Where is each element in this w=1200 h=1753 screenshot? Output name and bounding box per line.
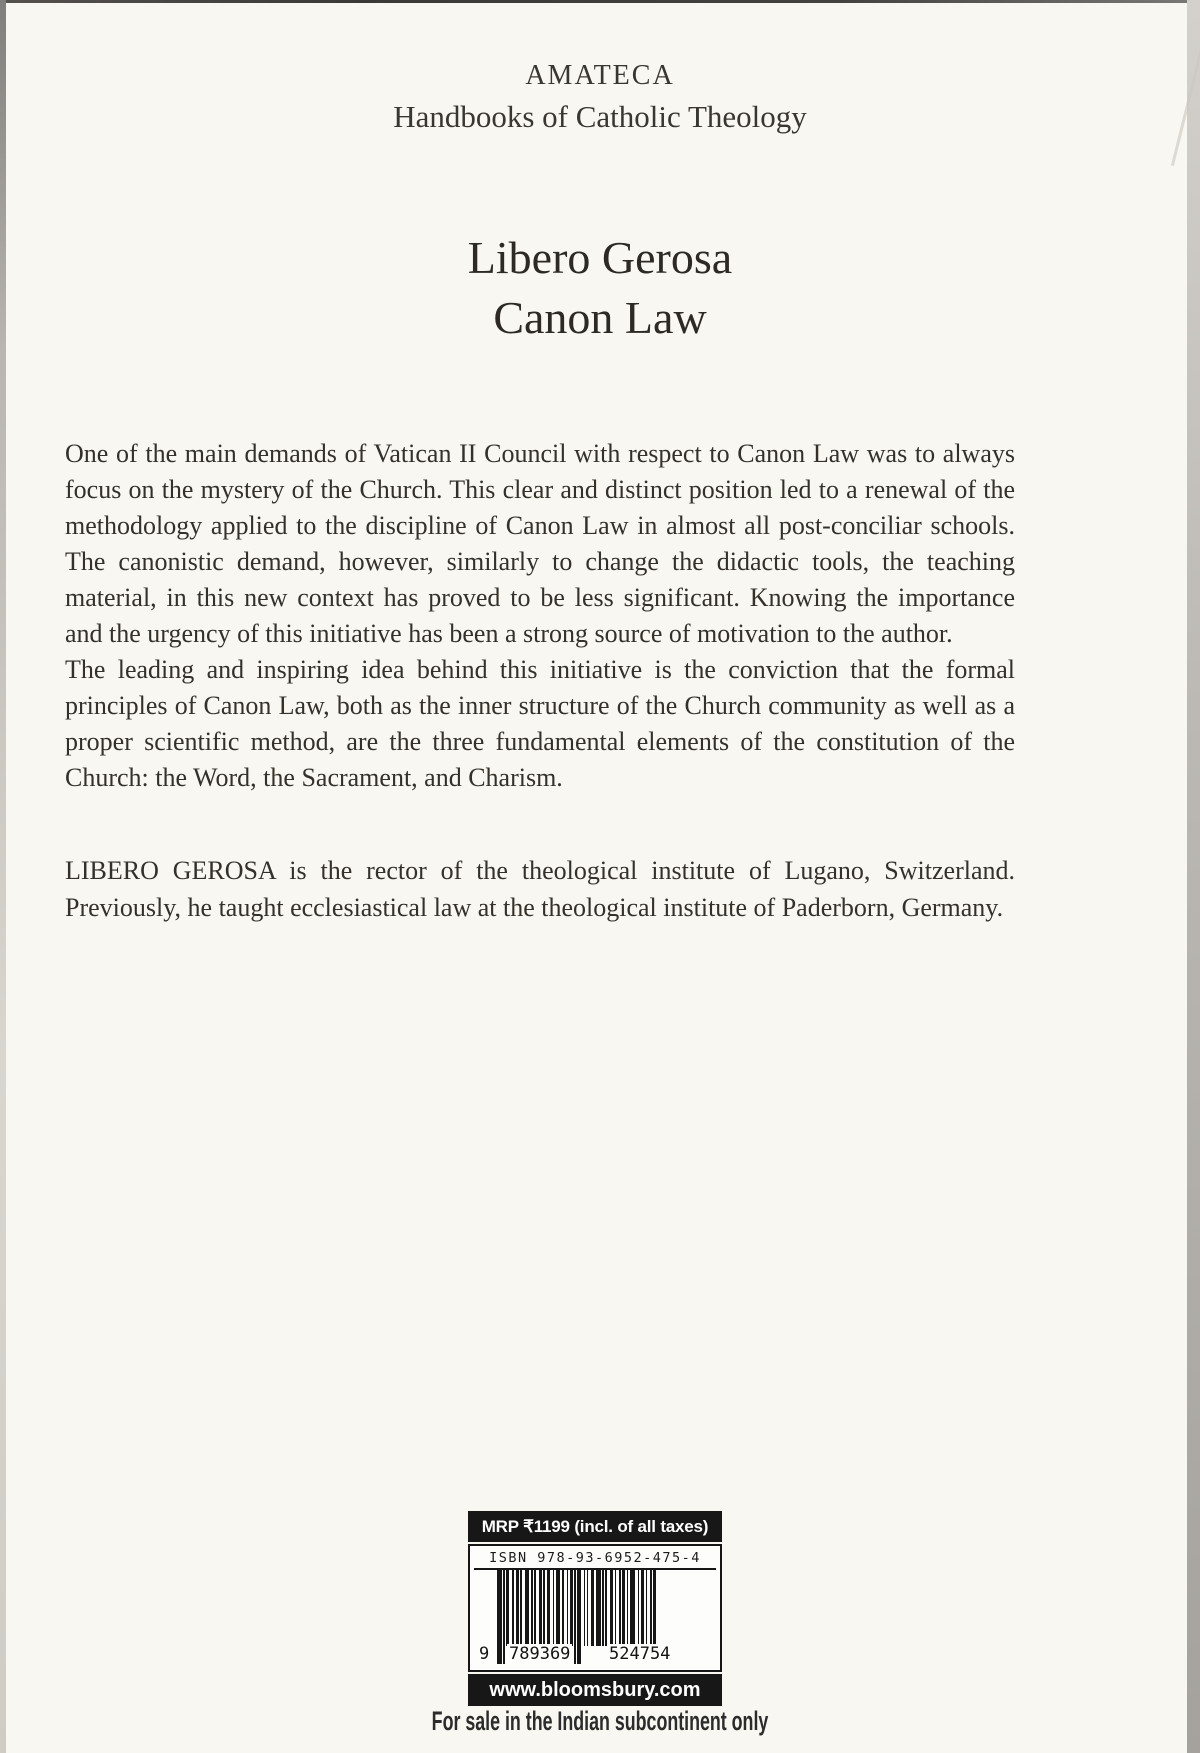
barcode-box	[468, 1544, 722, 1672]
barcode-digit-group-2: 524754	[609, 1644, 671, 1664]
book-title: Canon Law	[493, 292, 707, 343]
barcode-digit-group-1: 789369	[509, 1644, 571, 1664]
barcode-digits	[473, 1644, 713, 1666]
book-author: Libero Gerosa	[467, 232, 733, 283]
barcode-digit-lead: 9	[479, 1644, 490, 1664]
description-paragraph-1: One of the main demands of Vatican II Council with respect to Canon Law was to always focus on the mystery of the Church. This clear and distinct position led to a renewal of the methodology applied to the discipline of Canon Law in almost all post-conciliar schools. The canonistic demand, however, similarly to change the didactic tools, the teaching material, in this new context has proved to be less significant. Knowing the importance and the urgency of this initiative has been a strong source of motivation to the author.	[65, 439, 1015, 648]
description-paragraph-2: The leading and inspiring idea behind this initiative is the conviction that the formal principles of Canon Law, both as the inner structure of the Church community as well as a proper scientific method, are the three fundamental elements of the constitution of the Church: the Word, the Sacrament, and Charism.	[65, 655, 1015, 792]
barcode-block	[468, 1511, 722, 1706]
sale-restriction-note: For sale in the Indian subcontinent only	[431, 1706, 769, 1736]
barcode-icon	[479, 1570, 720, 1666]
description	[65, 436, 1015, 796]
series-name: AMATECA	[525, 60, 675, 91]
title-block	[0, 228, 1200, 348]
series-subtitle: Handbooks of Catholic Theology	[393, 99, 807, 134]
series-block	[0, 56, 1200, 138]
publisher-website: www.bloomsbury.com	[468, 1674, 722, 1706]
mrp-label: MRP ₹1199 (incl. of all taxes)	[468, 1511, 722, 1542]
isbn-label: ISBN 978-93-6952-475-4	[474, 1549, 716, 1570]
author-bio: LIBERO GEROSA is the rector of the theological institute of Lugano, Switzerland. Previously, he taught ecclesiastical law at the theological institute of Paderborn, Germany.	[65, 856, 1015, 922]
